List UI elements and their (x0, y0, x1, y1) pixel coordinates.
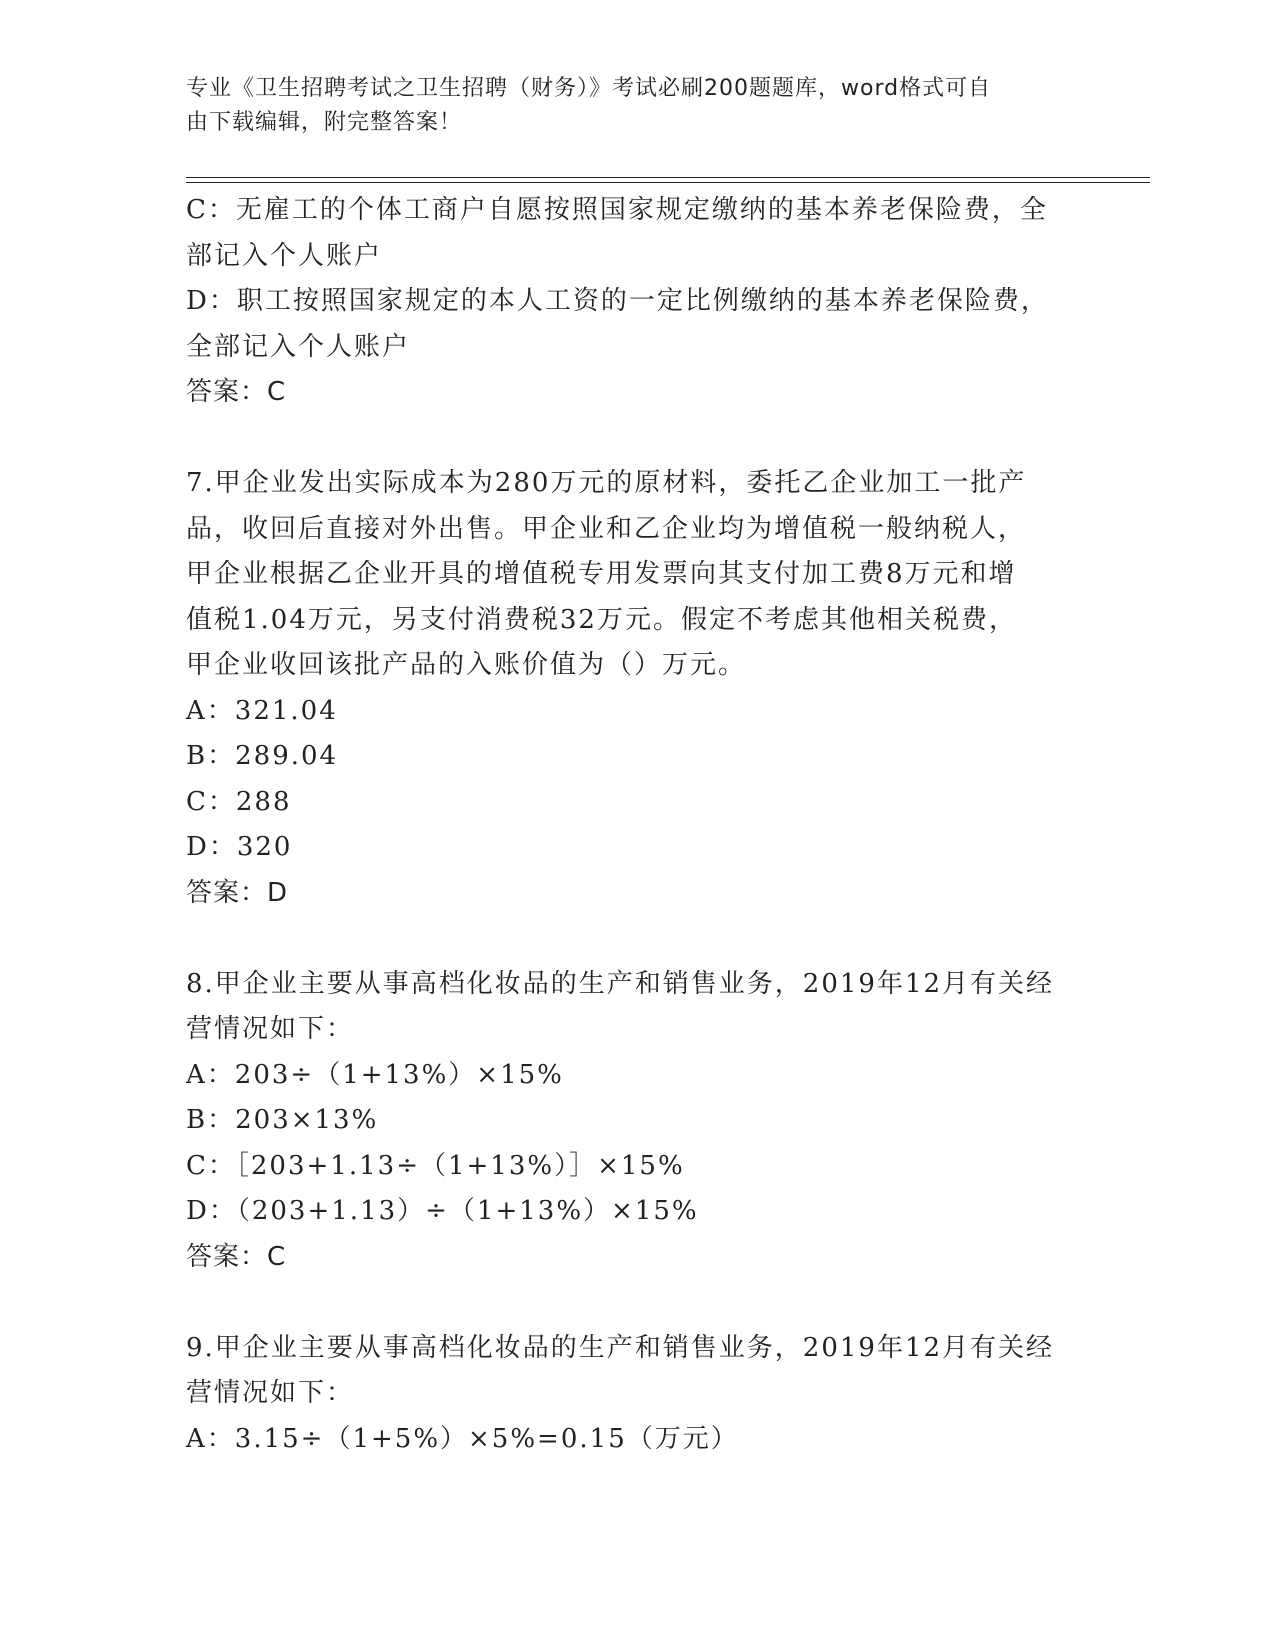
option-b: B：203×13% (186, 1105, 379, 1135)
option-d-line-1: D：职工按照国家规定的本人工资的一定比例缴纳的基本养老保险费， (186, 286, 1049, 316)
option-c-line-2: 部记入个人账户 (186, 240, 383, 271)
question-stem-line: 品，收回后直接对外出售。甲企业和乙企业均为增值税一般纳税人， (186, 513, 1027, 544)
header-line-2: 由下载编辑，附完整答案！ (186, 110, 463, 135)
question-8 (186, 962, 1086, 1281)
spacer (186, 1280, 1086, 1326)
question-stem-line: 甲企业根据乙企业开具的增值税专用发票向其支付加工费8万元和增 (186, 559, 1017, 589)
question-stem-line: 8.甲企业主要从事高档化妆品的生产和销售业务，2019年12月有关经 (186, 968, 1055, 999)
question-9 (186, 1326, 1086, 1463)
question-stem-line: 值税1.04万元，另支付消费税32万元。假定不考虑其他相关税费， (186, 604, 1017, 635)
answer: 答案：C (186, 1241, 287, 1272)
option-a: A：321.04 (186, 695, 338, 726)
answer: 答案：C (186, 377, 287, 407)
option-d: D：320 (186, 832, 293, 862)
option-a: A：3.15÷（1+5%）×5%=0.15（万元） (186, 1423, 739, 1454)
option-d-line-2: 全部记入个人账户 (186, 331, 411, 362)
question-6 (186, 188, 1086, 416)
document-header (186, 72, 1066, 140)
header-divider-top (186, 177, 1150, 178)
question-stem-line: 9.甲企业主要从事高档化妆品的生产和销售业务，2019年12月有关经 (186, 1332, 1055, 1363)
question-stem-line: 营情况如下： (186, 1378, 355, 1408)
answer: 答案：D (186, 877, 289, 908)
document-body (186, 188, 1086, 1462)
option-c: C：［203+1.13÷（1+13%）］×15% (186, 1150, 685, 1181)
spacer (186, 916, 1086, 962)
header-divider-bottom (186, 182, 1150, 183)
header-line-1: 专业《卫生招聘考试之卫生招聘（财务）》考试必刷200题题库，word格式可自 (186, 76, 992, 101)
question-stem-line: 营情况如下： (186, 1014, 355, 1044)
option-b: B：289.04 (186, 741, 339, 771)
question-stem-line: 甲企业收回该批产品的入账价值为（）万元。 (186, 650, 747, 680)
option-c: C：288 (186, 786, 292, 817)
question-7 (186, 461, 1086, 916)
spacer (186, 416, 1086, 462)
question-stem-line: 7.甲企业发出实际成本为280万元的原材料，委托乙企业加工一批产 (186, 468, 1027, 498)
option-d: D：（203+1.13）÷（1+13%）×15% (186, 1196, 699, 1226)
option-a: A：203÷（1+13%）×15% (186, 1059, 564, 1090)
option-c-line-1: C：无雇工的个体工商户自愿按照国家规定缴纳的基本养老保险费，全 (186, 195, 1048, 225)
